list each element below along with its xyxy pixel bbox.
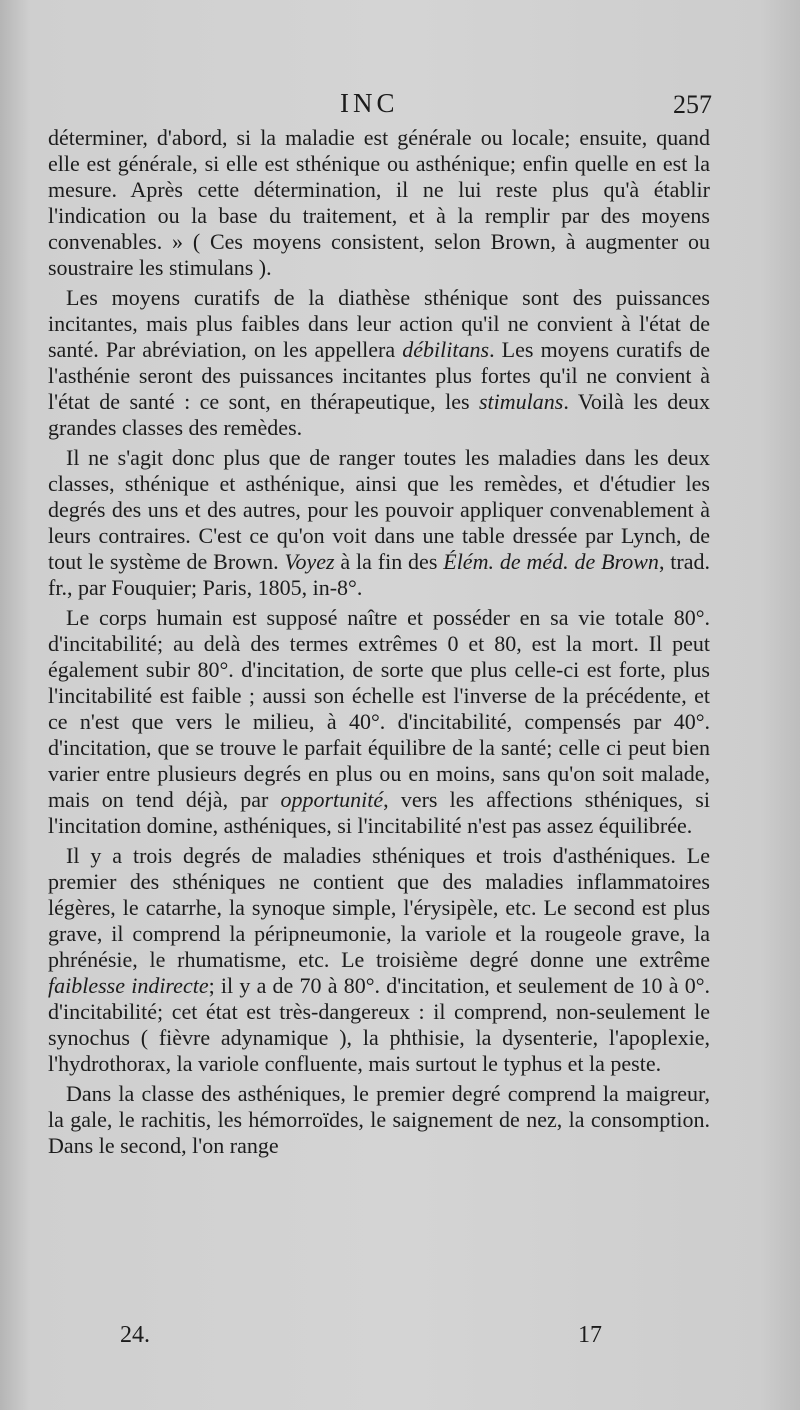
paragraph [48, 285, 710, 441]
italic-text: débilitans [402, 337, 490, 362]
paragraph [48, 605, 710, 839]
body-text [48, 125, 710, 1163]
text-segment: . Voilà les deux grandes classes des remèdes. [48, 389, 710, 440]
running-head: INC [340, 88, 399, 118]
page-footer [0, 1322, 800, 1352]
text-segment: ; il y a de 70 à 80°. d'incitation, et seulement de 10 à 0°. d'incitabilité; cet état est très-dangereux : il comprend, non-seulement le synochus ( fièvre adynamique ), la phthisie, la dysenterie, l'apoplexie, l'hydrothorax, la variole confluente, mais surtout le typhus et la peste. [48, 973, 710, 1076]
text-segment: , trad. fr., par Fouquier; Paris, 1805, in-8°. [48, 549, 711, 600]
text-segment: Il ne s'agit donc plus que de ranger toutes les maladies dans les deux classes, sthénique et asthénique, ainsi que les remèdes, et d'étudier les degrés des uns et des autres, pour les pouvoir appliquer convenablement à leurs contraires. C'est ce qu'on voit dans une table dressée par Lynch, de tout le système de Brown. [48, 445, 710, 574]
paragraph [48, 125, 710, 281]
paragraph [48, 843, 710, 1077]
text-segment: déterminer, d'abord, si la maladie est générale ou locale; ensuite, quand elle est générale, si elle est sthénique ou asthénique; enfin quelle en est la mesure. Après cette détermination, il ne lui reste plus qu'à établir l'indication ou la base du traitement, et à la remplir par des moyens convenables. » ( Ces moyens consistent, selon Brown, à augmenter ou soustraire les stimulans ). [48, 125, 710, 280]
italic-text: opportunité [280, 787, 384, 812]
italic-text: stimulans [478, 389, 564, 414]
page-number: 257 [673, 90, 712, 119]
paragraph [48, 1081, 710, 1159]
text-segment: . Les moyens curatifs de l'asthénie seront des puissances incitantes plus fortes qu'il ne convient à l'état de santé : ce sont, en thérapeutique, les [48, 337, 710, 414]
text-segment: à la fin des [334, 549, 444, 574]
text-segment: Le corps humain est supposé naître et posséder en sa vie totale 80°. d'incitabilité; au delà des termes extrêmes 0 et 80, est la mort. Il peut également subir 80°. d'incitation, de sorte que plus celle-ci est forte, plus l'incitabilité est faible ; aussi son échelle est l'inverse de la précédente, et ce n'est que vers le milieu, à 40°. d'incitabilité, compensés par 40°. d'incitation, que se trouve le parfait équilibre de la santé; celle ci peut bien varier entre plusieurs degrés en plus ou en moins, sans qu'on soit malade, mais on tend déjà, par [48, 605, 710, 812]
page-header [0, 88, 800, 124]
text-segment: Dans la classe des asthéniques, le premier degré comprend la maigreur, la gale, le rachitis, les hémorroïdes, le saignement de nez, la consomption. Dans le second, l'on range [48, 1081, 710, 1158]
italic-text: Voyez [284, 549, 335, 574]
italic-text: faiblesse indirecte [48, 973, 209, 998]
text-segment: , vers les affections sthéniques, si l'incitation domine, asthéniques, si l'incitabilité n'est pas assez équilibrée. [48, 787, 710, 838]
paragraph [48, 445, 710, 601]
signature-mark: 24. [120, 1322, 150, 1348]
text-segment: Les moyens curatifs de la diathèse sthénique sont des puissances incitantes, mais plus faibles dans leur action qu'il ne convient à l'état de santé. Par abréviation, on les appellera [48, 285, 710, 362]
italic-text: Élém. de méd. de Brown [443, 549, 659, 574]
gathering-number: 17 [578, 1322, 602, 1348]
text-segment: Il y a trois degrés de maladies sthéniques et trois d'asthéniques. Le premier des sthéniques ne contient que des maladies inflammatoires légères, le catarrhe, la synoque simple, l'érysipèle, etc. Le second est plus grave, il comprend la péripneumonie, la variole et la rougeole grave, la phrénésie, le rhumatisme, etc. Le troisième degré donne une extrême [48, 843, 710, 972]
